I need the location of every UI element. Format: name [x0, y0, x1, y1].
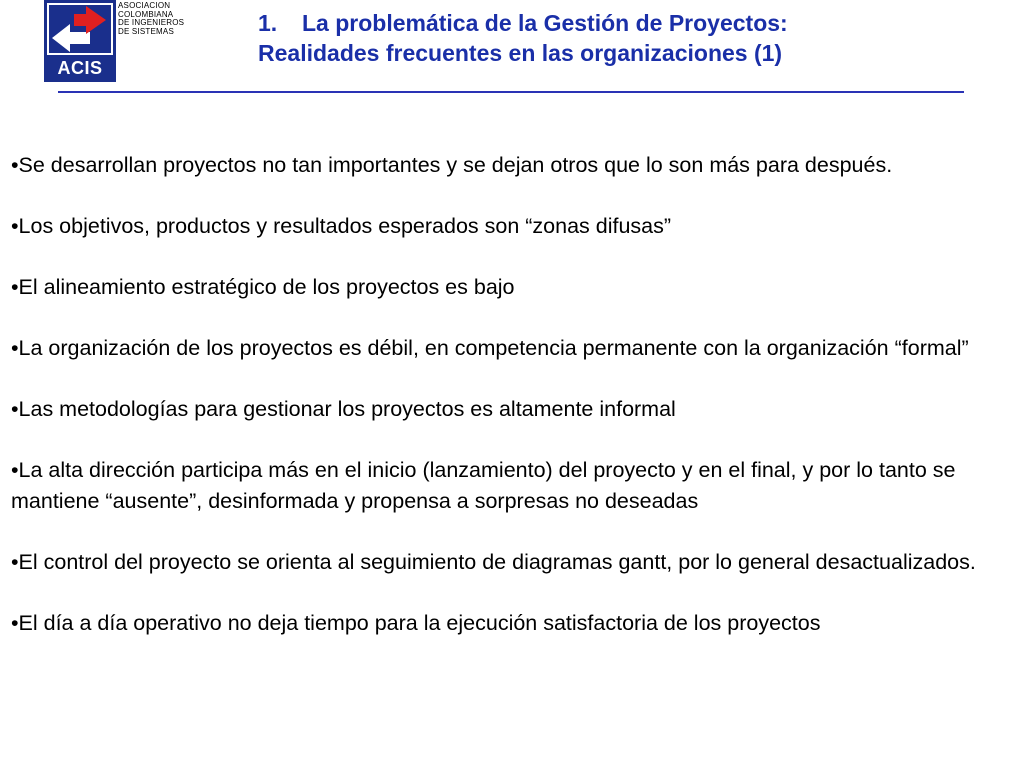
logo-line: COLOMBIANA: [118, 9, 174, 19]
bullet-item: •El alineamiento estratégico de los proyectos es bajo: [11, 275, 515, 299]
acis-logo: [44, 0, 194, 82]
bullet-item: •El día a día operativo no deja tiempo para la ejecución satisfactoria de los proyectos: [11, 610, 821, 635]
bullet-item: •Los objetivos, productos y resultados esperados son “zonas difusas”: [11, 214, 672, 238]
bullet-item: •Se desarrollan proyectos no tan importantes y se dejan otros que lo son más para después.: [11, 153, 893, 177]
logo-line: DE INGENIEROS: [118, 18, 185, 27]
logo-line: DE SISTEMAS: [118, 26, 174, 36]
logo-abbrev: ACIS: [57, 58, 103, 78]
slide-title: [258, 8, 978, 68]
title-line-1: [258, 8, 978, 38]
bullet-item: •La organización de los proyectos es débil, en competencia permanente con la organización “formal”: [11, 336, 969, 360]
title-divider: [58, 91, 964, 93]
bullet-item: •El control del proyecto se orienta al seguimiento de diagramas gantt, por lo general desactualizados.: [11, 549, 976, 574]
logo-line: ASOCIACION: [118, 1, 171, 10]
title-line-2: Realidades frecuentes en las organizaciones (1): [258, 40, 783, 66]
title-number: 1.: [258, 10, 278, 36]
title-text-1: La problemática de la Gestión de Proyectos:: [302, 10, 788, 36]
bullet-list: [11, 150, 1011, 669]
bullet-item: •Las metodologías para gestionar los proyectos es altamente informal: [11, 397, 676, 421]
logo-emblem: [44, 0, 116, 82]
logo-organization-name: [118, 2, 184, 36]
bullet-item: •La alta dirección participa más en el inicio (lanzamiento) del proyecto y en el final, y por lo tanto se mantiene “ausente”, desinformada y propensa a sorpresas no deseadas: [11, 458, 956, 513]
